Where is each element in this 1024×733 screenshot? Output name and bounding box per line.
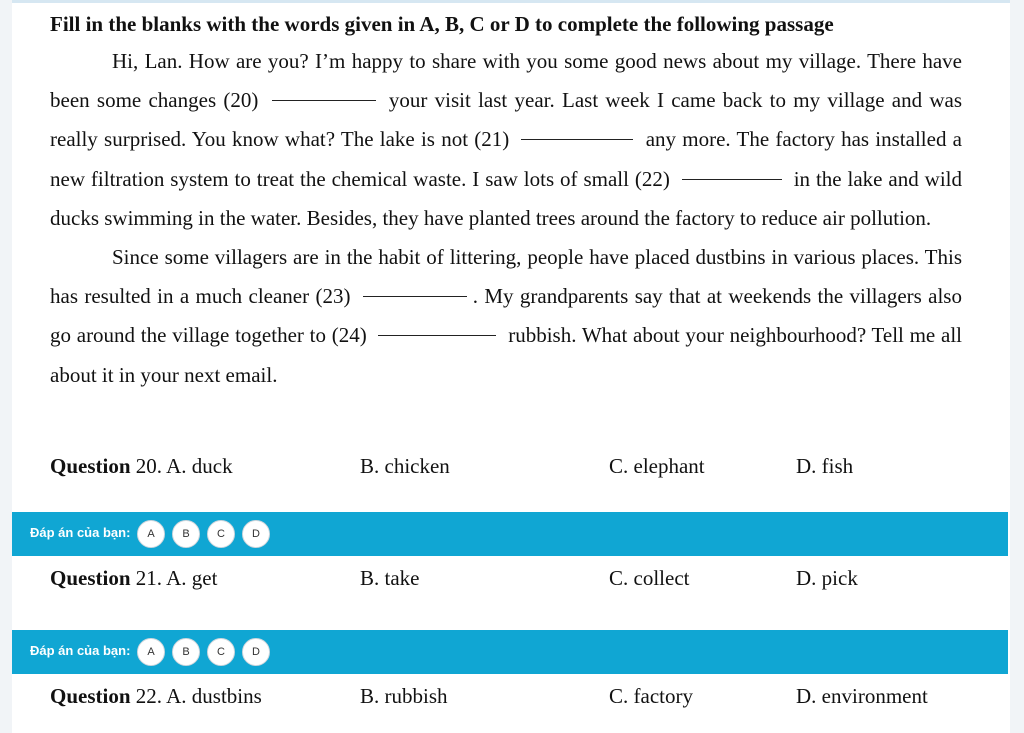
- passage-text: any more. The factory has installed a new filtration system to treat the chemical waste. I saw lots of small (22): [50, 127, 962, 191]
- blank-24: [378, 334, 496, 336]
- instruction-heading: Fill in the blanks with the words given in A, B, C or D to complete the following passage: [50, 12, 834, 36]
- answer-option-a[interactable]: A: [137, 520, 165, 548]
- passage-text: Since some villagers are in the habit of littering, people have placed dustbins in various places. This has resulted in a much cleaner (23): [50, 245, 962, 309]
- answer-label: Đáp án của bạn:: [30, 525, 131, 540]
- question-label: Question: [50, 684, 131, 708]
- passage-paragraph-2: [50, 238, 962, 395]
- right-margin: [1010, 0, 1024, 733]
- question-label: Question: [50, 566, 131, 590]
- option-d: D. fish: [796, 454, 854, 478]
- passage-text: Hi, Lan. How are you? I’m happy to share with you some good news about my village. There have been some changes (20): [50, 49, 962, 113]
- question-number: [50, 681, 262, 711]
- answer-option-b[interactable]: B: [172, 638, 200, 666]
- blank-20: [272, 99, 376, 101]
- passage-text: your visit last year. Last week I came back to my village and was really surprised. You know what? The lake is not (21): [50, 88, 963, 152]
- option-a: 21. A. get: [135, 566, 218, 590]
- option-b: B. chicken: [360, 454, 450, 478]
- answer-bar-20: [12, 512, 1008, 556]
- answer-option-c[interactable]: C: [207, 638, 235, 666]
- answer-option-c[interactable]: C: [207, 520, 235, 548]
- top-border: [0, 0, 1024, 3]
- question-20: [50, 451, 970, 481]
- answer-label: Đáp án của bạn:: [30, 643, 131, 658]
- option-b: B. rubbish: [360, 684, 448, 708]
- answer-option-d[interactable]: D: [242, 520, 270, 548]
- left-margin: [0, 0, 12, 733]
- blank-22: [682, 178, 782, 180]
- option-b: B. take: [360, 566, 420, 590]
- passage-content: [50, 10, 962, 395]
- option-d: D. pick: [796, 566, 858, 590]
- passage-paragraph-1: [50, 42, 962, 238]
- answer-option-d[interactable]: D: [242, 638, 270, 666]
- passage-text: in the lake and wild ducks swimming in the water. Besides, they have planted trees around the factory to reduce air pollution.: [50, 166, 962, 230]
- passage-text: rubbish. What about your neighbourhood? Tell me all about it in your next email.: [50, 323, 962, 387]
- option-c: C. collect: [609, 566, 690, 590]
- passage-text: . My grandparents say that at weekends the villagers also go around the village together to (24): [50, 284, 962, 348]
- question-number: [50, 563, 217, 593]
- answer-option-a[interactable]: A: [137, 638, 165, 666]
- question-21: [50, 563, 970, 593]
- option-a: 20. A. duck: [135, 454, 233, 478]
- option-c: C. elephant: [609, 454, 705, 478]
- blank-23: [363, 295, 467, 297]
- answer-option-b[interactable]: B: [172, 520, 200, 548]
- question-22: [50, 681, 970, 711]
- answer-bar-21: [12, 630, 1008, 674]
- blank-21: [521, 138, 633, 140]
- question-label: Question: [50, 454, 131, 478]
- option-d: D. environment: [796, 684, 928, 708]
- question-number: [50, 451, 233, 481]
- option-a: 22. A. dustbins: [135, 684, 262, 708]
- option-c: C. factory: [609, 684, 693, 708]
